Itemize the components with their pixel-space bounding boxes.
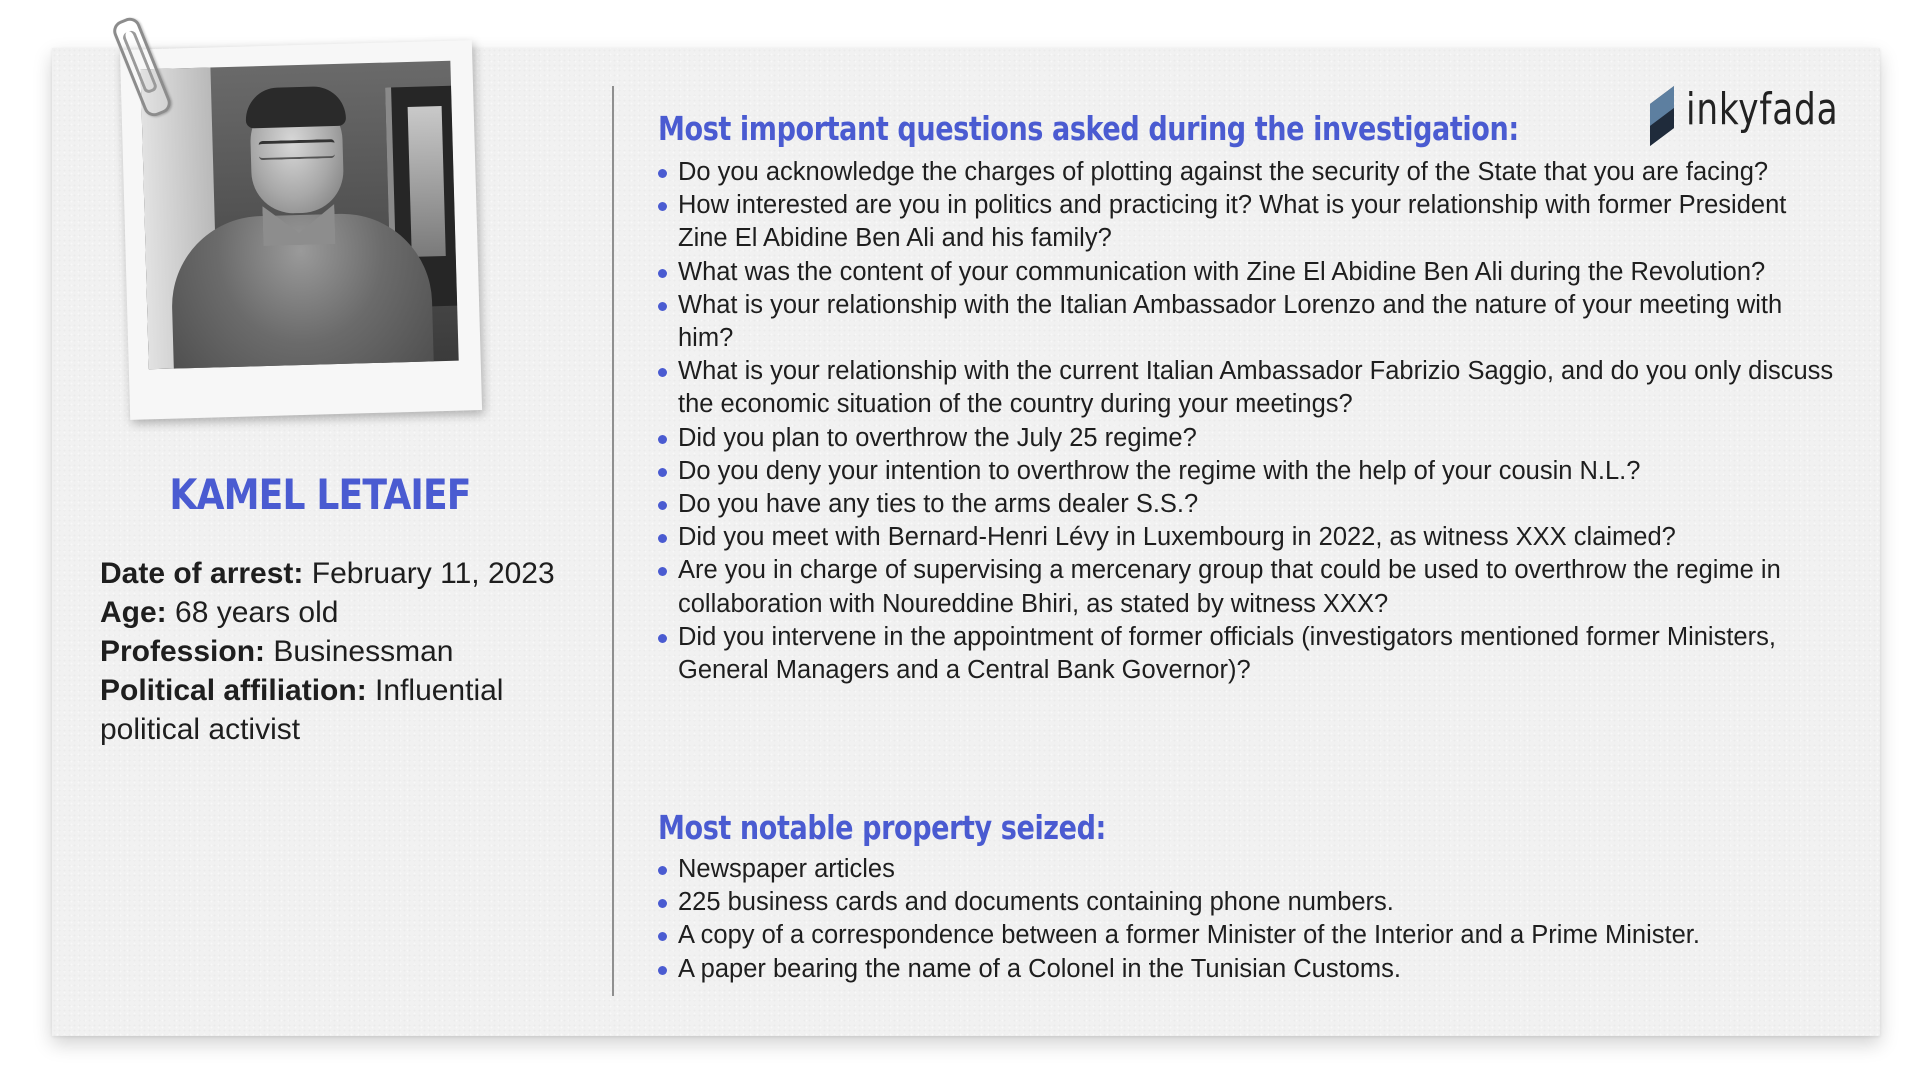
list-item: Do you deny your intention to overthrow the regime with the help of your cousin N.L.?	[658, 455, 1838, 488]
fact-age	[100, 593, 600, 632]
list-item: Did you plan to overthrow the July 25 regime?	[658, 422, 1838, 455]
property-heading: Most notable property seized:	[658, 808, 1106, 847]
brand-name: inkyfada	[1686, 84, 1839, 135]
person-name: KAMEL LETAIEF	[169, 470, 471, 519]
list-item: Did you meet with Bernard-Henri Lévy in Luxembourg in 2022, as witness XXX claimed?	[658, 521, 1838, 554]
inkyfada-logo-icon	[1646, 82, 1676, 152]
list-item: A copy of a correspondence between a former Minister of the Interior and a Prime Minister.	[658, 919, 1838, 952]
portrait-photo	[140, 61, 458, 370]
fact-label: Date of arrest:	[100, 557, 304, 590]
property-list	[658, 853, 1838, 986]
fact-political-affiliation	[100, 671, 600, 749]
fact-date-of-arrest	[100, 554, 600, 593]
list-item: Do you have any ties to the arms dealer S.S.?	[658, 488, 1838, 521]
fact-label: Profession:	[100, 635, 266, 668]
list-item: Do you acknowledge the charges of plotting against the security of the State that you are facing?	[658, 156, 1838, 189]
fact-label: Age:	[100, 596, 167, 629]
list-item: 225 business cards and documents containing phone numbers.	[658, 886, 1838, 919]
profile-facts	[100, 554, 600, 749]
column-divider	[612, 86, 614, 996]
portrait-polaroid	[120, 40, 482, 420]
list-item: What was the content of your communication with Zine El Abidine Ben Ali during the Revolution?	[658, 256, 1838, 289]
list-item: Did you intervene in the appointment of former officials (investigators mentioned former Ministers, General Managers and a Central Bank Governor)?	[658, 621, 1838, 687]
fact-value: February 11, 2023	[311, 557, 555, 590]
list-item: What is your relationship with the Italian Ambassador Lorenzo and the nature of your meeting with him?	[658, 289, 1838, 355]
fact-value: 68 years old	[175, 596, 339, 629]
list-item: Newspaper articles	[658, 853, 1838, 886]
fact-value: Businessman	[273, 635, 454, 668]
list-item: A paper bearing the name of a Colonel in the Tunisian Customs.	[658, 953, 1838, 986]
list-item: What is your relationship with the current Italian Ambassador Fabrizio Saggio, and do you only discuss the economic situation of the country during your meetings?	[658, 355, 1838, 421]
questions-list	[658, 156, 1838, 687]
list-item: How interested are you in politics and practicing it? What is your relationship with former President Zine El Abidine Ben Ali and his family?	[658, 189, 1838, 255]
brand-logo[interactable]	[1646, 80, 1846, 152]
fact-label: Political affiliation:	[100, 674, 367, 707]
list-item: Are you in charge of supervising a mercenary group that could be used to overthrow the regime in collaboration with Noureddine Bhiri, as stated by witness XXX?	[658, 554, 1838, 620]
fact-profession	[100, 632, 600, 671]
fact-value: Influential political activist	[100, 674, 504, 746]
questions-heading: Most important questions asked during the investigation:	[658, 109, 1519, 148]
